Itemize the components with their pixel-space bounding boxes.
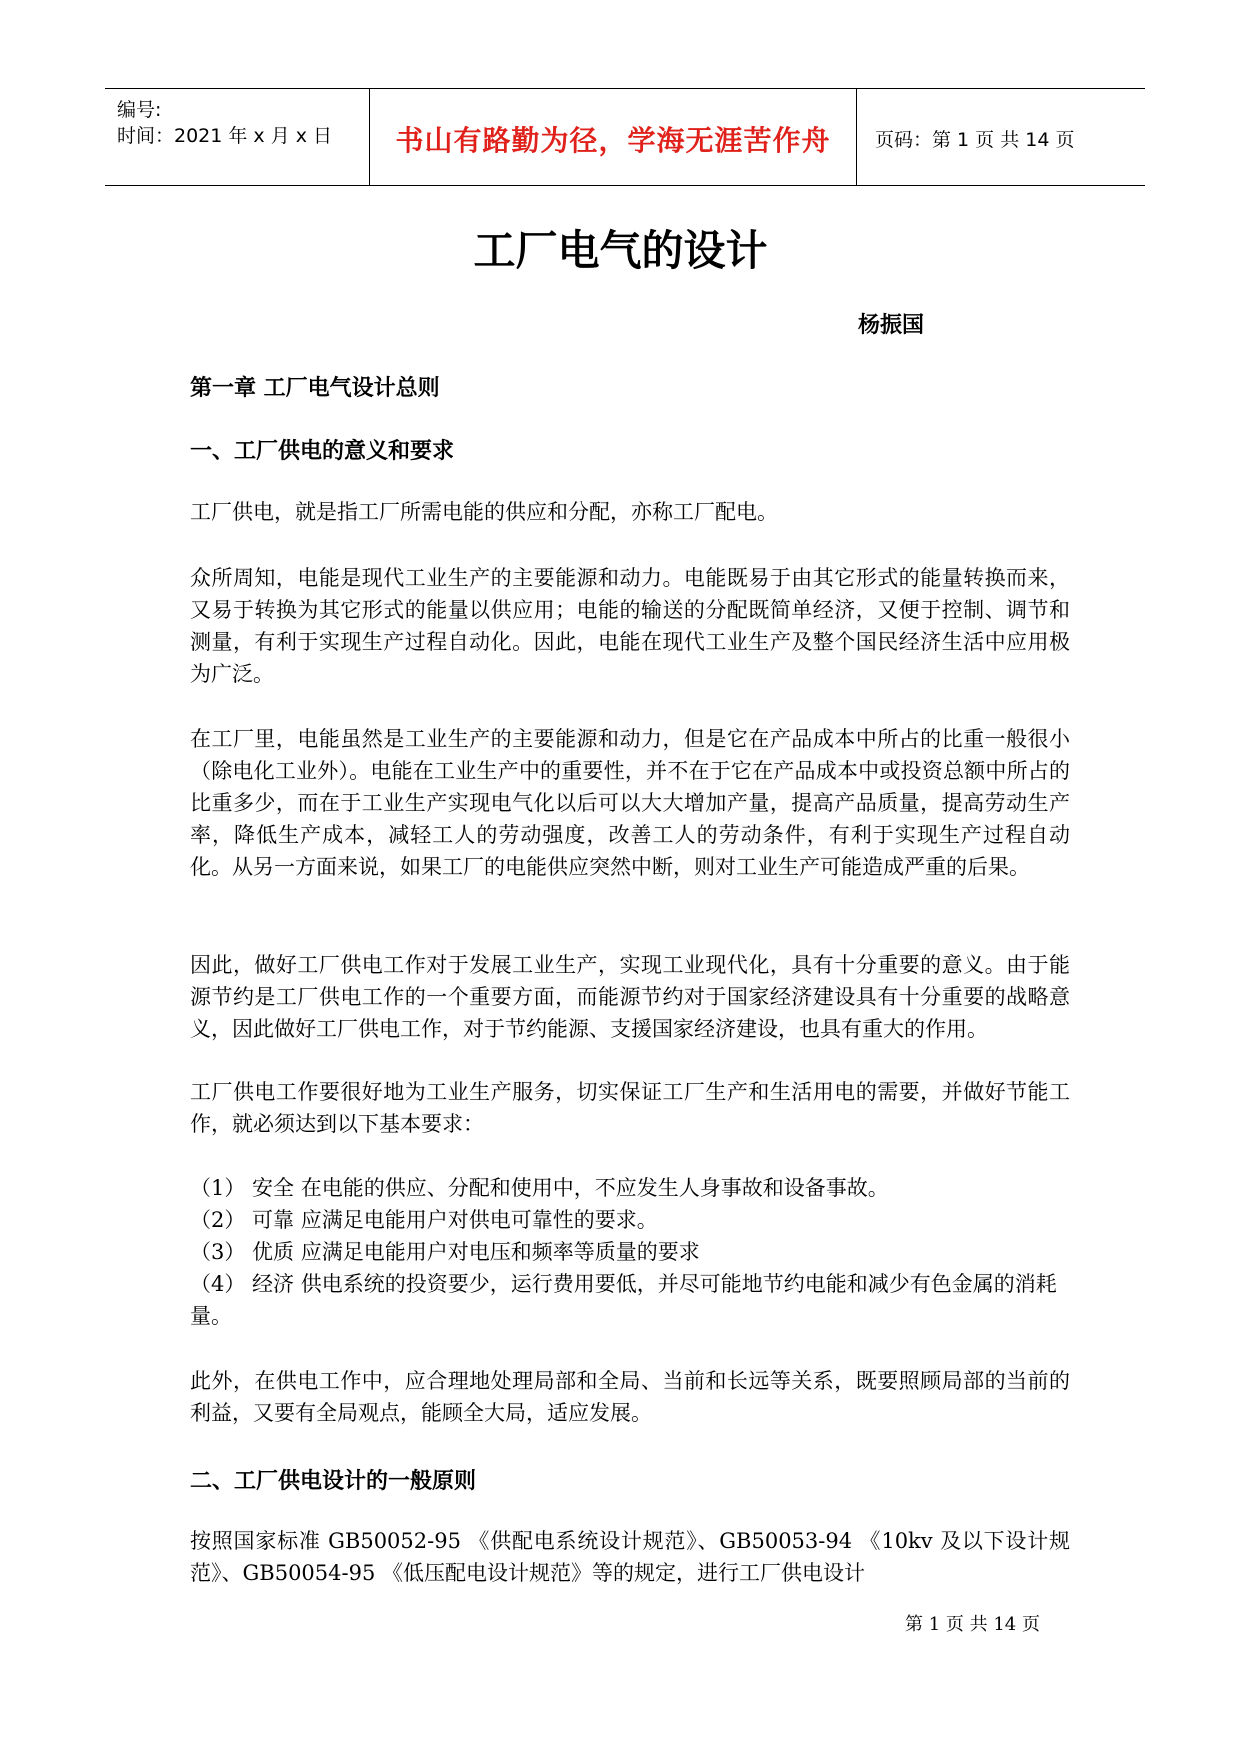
header-meta-cell xyxy=(105,89,370,185)
paragraph-2: 众所周知，电能是现代工业生产的主要能源和动力。电能既易于由其它形式的能量转换而来，又易于转换为其它形式的能量以供应用；电能的输送的分配既简单经济，又便于控制、调节和测量，有利于实现生产过程自动化。因此，电能在现代工业生产及整个国民经济生活中应用极为广泛。 xyxy=(190,566,1070,686)
header-page-cell xyxy=(857,89,1145,185)
requirement-item-3: （3） 优质 应满足电能用户对电压和频率等质量的要求 xyxy=(190,1240,700,1264)
header-motto: 书山有路勤为径，学海无涯苦作舟 xyxy=(395,124,831,157)
paragraph-5: 工厂供电工作要很好地为工业生产服务，切实保证工厂生产和生活用电的需要，并做好节能工作，就必须达到以下基本要求： xyxy=(190,1080,1070,1136)
requirement-item-2: （2） 可靠 应满足电能用户对供电可靠性的要求。 xyxy=(190,1208,658,1232)
document-author: 杨振国 xyxy=(858,313,925,338)
paragraph-7: 按照国家标准 GB50052-95 《供配电系统设计规范》、GB50053-94 《10kv 及以下设计规范》、GB50054-95 《低压配电设计规范》等的规定，进行工厂供电设计 xyxy=(190,1529,1070,1585)
document-title: 工厂电气的设计 xyxy=(473,226,768,275)
chapter-heading: 第一章 工厂电气设计总则 xyxy=(190,376,440,401)
header-motto-cell xyxy=(370,89,857,185)
document-header xyxy=(105,88,1145,186)
header-page-code: 页码：第 1 页 共 14 页 xyxy=(875,129,1075,151)
section-heading-1: 一、工厂供电的意义和要求 xyxy=(190,439,455,464)
document-time-label: 时间：2021 年 x 月 x 日 xyxy=(117,125,333,147)
requirement-item-4: （4） 经济 供电系统的投资要少，运行费用要低，并尽可能地节约电能和减少有色金属的消耗量。 xyxy=(190,1272,1057,1328)
document-number-label: 编号: xyxy=(117,99,162,121)
paragraph-4: 因此，做好工厂供电工作对于发展工业生产，实现工业现代化，具有十分重要的意义。由于能源节约是工厂供电工作的一个重要方面，而能源节约对于国家经济建设具有十分重要的战略意义，因此做好工厂供电工作，对于节约能源、支援国家经济建设，也具有重大的作用。 xyxy=(190,953,1070,1041)
requirement-item-1: （1） 安全 在电能的供应、分配和使用中，不应发生人身事故和设备事故。 xyxy=(190,1176,889,1200)
paragraph-6: 此外，在供电工作中，应合理地处理局部和全局、当前和长远等关系，既要照顾局部的当前的利益，又要有全局观点，能顾全大局，适应发展。 xyxy=(190,1369,1070,1425)
section-heading-2: 二、工厂供电设计的一般原则 xyxy=(190,1469,477,1494)
paragraph-3: 在工厂里，电能虽然是工业生产的主要能源和动力，但是它在产品成本中所占的比重一般很小（除电化工业外）。电能在工业生产中的重要性，并不在于它在产品成本中或投资总额中所占的比重多少，而在于工业生产实现电气化以后可以大大增加产量，提高产品质量，提高劳动生产率，降低生产成本，减轻工人的劳动强度，改善工人的劳动条件，有利于实现生产过程自动化。从另一方面来说，如果工厂的电能供应突然中断，则对工业生产可能造成严重的后果。 xyxy=(190,727,1070,879)
page-footer: 第 1 页 共 14 页 xyxy=(905,1614,1040,1635)
paragraph-1: 工厂供电，就是指工厂所需电能的供应和分配，亦称工厂配电。 xyxy=(190,500,778,524)
